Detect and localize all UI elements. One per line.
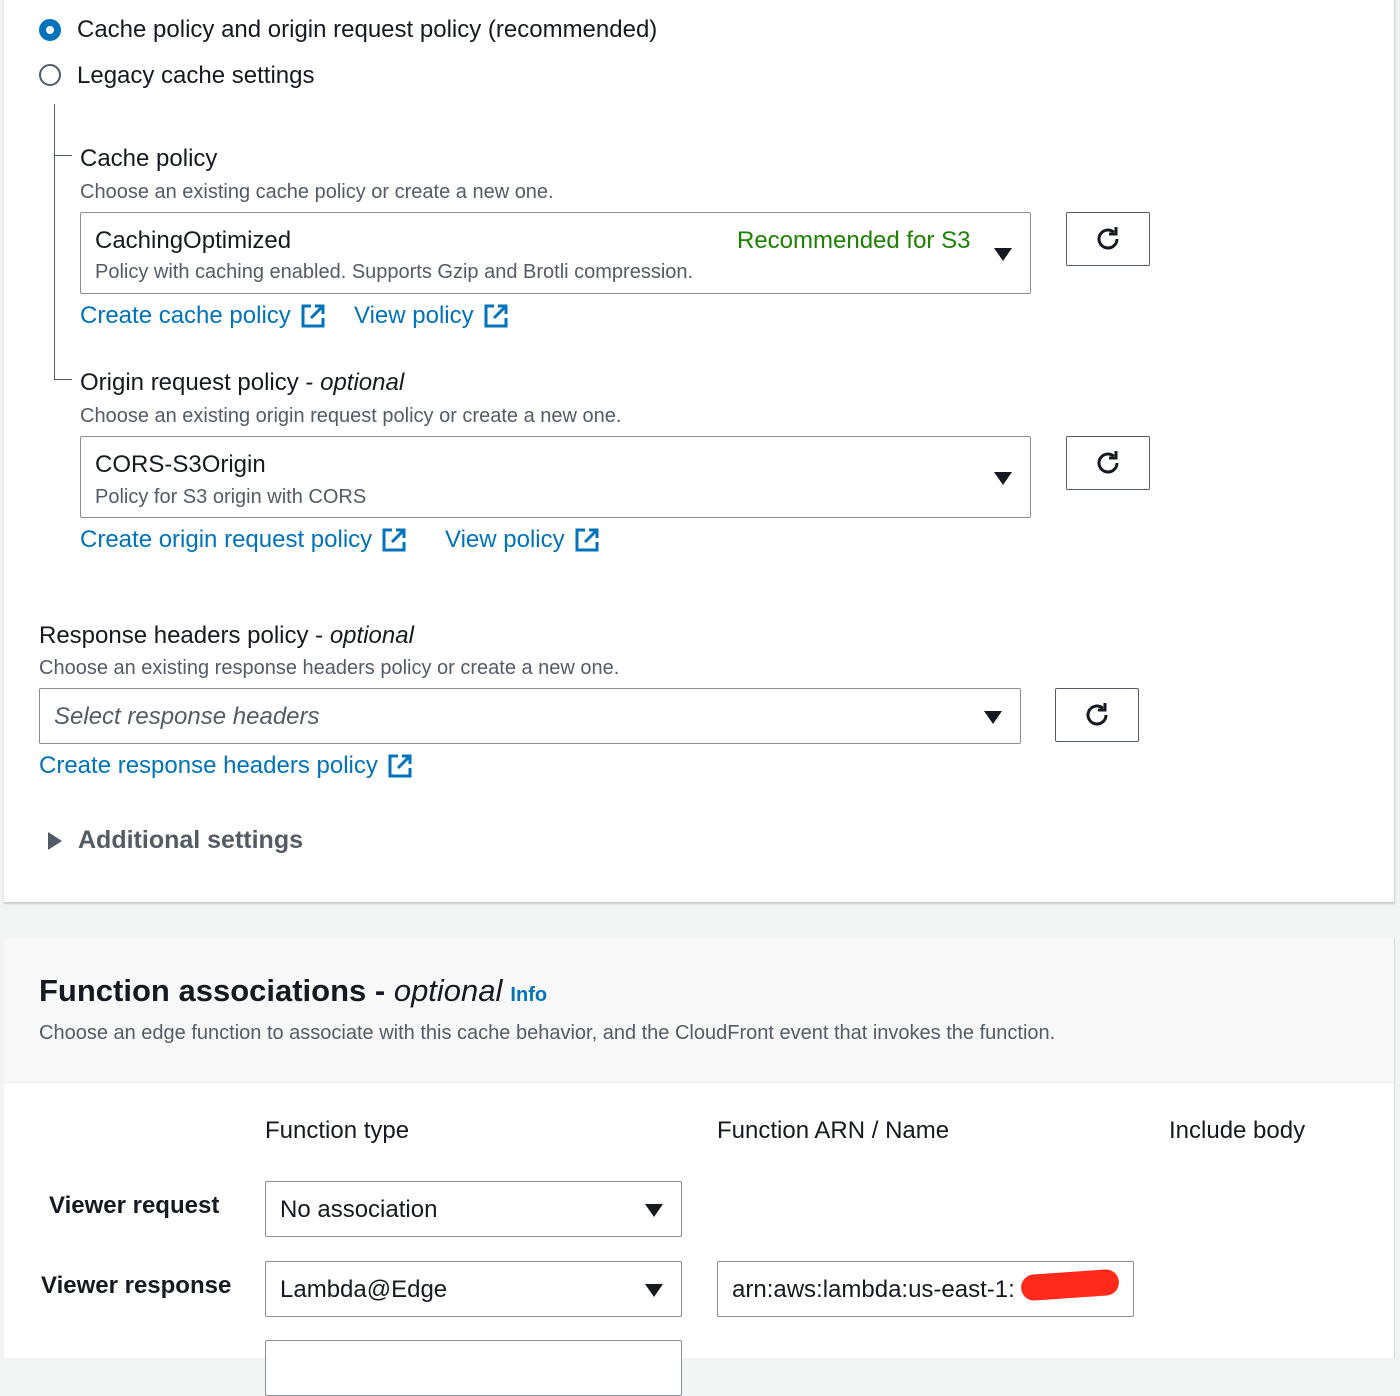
create-cache-policy-label[interactable]: Create cache policy	[80, 302, 291, 329]
viewer-response-function-type-select[interactable]	[265, 1261, 682, 1317]
cache-policy-select[interactable]	[80, 212, 1031, 294]
cache-policy-selected-value: CachingOptimized	[95, 227, 292, 254]
cache-settings-panel	[4, 0, 1395, 903]
view-origin-request-policy-label[interactable]: View policy	[445, 526, 565, 553]
next-row-function-type-select[interactable]	[265, 1340, 682, 1396]
caret-down-icon	[984, 711, 1002, 724]
column-header-function-arn: Function ARN / Name	[717, 1117, 950, 1144]
function-associations-panel	[4, 938, 1395, 1358]
refresh-icon	[1093, 448, 1123, 478]
radio-legacy-cache-settings[interactable]	[39, 64, 61, 86]
view-cache-policy-link[interactable]	[354, 302, 509, 330]
caret-down-icon	[645, 1204, 663, 1217]
response-headers-policy-select[interactable]	[39, 688, 1021, 744]
caret-right-icon	[48, 832, 62, 850]
viewer-response-function-arn-value: arn:aws:lambda:us-east-1:	[732, 1276, 1015, 1303]
view-cache-policy-label[interactable]: View policy	[354, 302, 474, 329]
tree-tick-cache	[54, 155, 72, 156]
viewer-request-function-type-value: No association	[280, 1196, 438, 1223]
viewer-request-function-type-select[interactable]	[265, 1181, 682, 1237]
external-link-icon	[300, 303, 326, 329]
external-link-icon	[574, 527, 600, 553]
radio-label-legacy[interactable]: Legacy cache settings	[77, 62, 315, 89]
origin-request-policy-select[interactable]	[80, 436, 1031, 518]
additional-settings-label[interactable]: Additional settings	[78, 826, 303, 854]
external-link-icon	[483, 303, 509, 329]
cache-policy-title: Cache policy	[80, 145, 218, 172]
cache-policy-description: Choose an existing cache policy or create a new one.	[80, 181, 554, 203]
refresh-icon	[1082, 700, 1112, 730]
redaction-mark	[1020, 1269, 1120, 1302]
external-link-icon	[381, 527, 407, 553]
create-response-headers-policy-label[interactable]: Create response headers policy	[39, 752, 378, 779]
refresh-icon	[1093, 224, 1123, 254]
origin-request-policy-description: Choose an existing origin request policy or create a new one.	[80, 405, 622, 427]
create-response-headers-policy-link[interactable]	[39, 752, 413, 780]
tree-line	[54, 104, 55, 380]
row-label-viewer-request: Viewer request	[49, 1192, 220, 1219]
additional-settings-expander[interactable]	[48, 826, 303, 855]
origin-request-policy-title: Origin request policy - optional	[80, 369, 405, 396]
cache-policy-selected-description: Policy with caching enabled. Supports Gzip and Brotli compression.	[95, 261, 694, 283]
response-headers-policy-title: Response headers policy - optional	[39, 622, 414, 649]
caret-down-icon	[994, 248, 1012, 261]
radio-cache-policy-recommended[interactable]	[39, 19, 61, 41]
refresh-cache-policy-button[interactable]	[1066, 212, 1150, 266]
info-link[interactable]: Info	[510, 984, 548, 1006]
response-headers-placeholder: Select response headers	[54, 703, 320, 730]
caret-down-icon	[645, 1284, 663, 1297]
refresh-response-headers-policy-button[interactable]	[1055, 688, 1139, 742]
external-link-icon	[387, 753, 413, 779]
function-associations-title-row	[39, 973, 547, 1009]
refresh-origin-request-policy-button[interactable]	[1066, 436, 1150, 490]
response-headers-policy-description: Choose an existing response headers policy or create a new one.	[39, 657, 620, 679]
function-associations-description: Choose an edge function to associate with this cache behavior, and the CloudFront event that invokes the function.	[39, 1022, 1056, 1044]
function-associations-header	[4, 938, 1394, 1083]
column-header-function-type: Function type	[265, 1117, 410, 1144]
viewer-response-function-type-value: Lambda@Edge	[280, 1276, 448, 1303]
viewer-response-function-arn-input[interactable]	[717, 1261, 1134, 1317]
radio-label-recommended[interactable]: Cache policy and origin request policy (recommended)	[77, 16, 658, 43]
recommended-tag: Recommended for S3	[737, 227, 971, 254]
row-label-viewer-response: Viewer response	[41, 1272, 232, 1299]
function-associations-title: Function associations - optional	[39, 973, 503, 1008]
create-origin-request-policy-label[interactable]: Create origin request policy	[80, 526, 373, 553]
origin-request-policy-selected-description: Policy for S3 origin with CORS	[95, 486, 367, 508]
column-header-include-body: Include body	[1169, 1117, 1306, 1144]
create-cache-policy-link[interactable]	[80, 302, 326, 330]
tree-tick-origin	[54, 379, 72, 380]
create-origin-request-policy-link[interactable]	[80, 526, 407, 554]
origin-request-policy-selected-value: CORS-S3Origin	[95, 451, 266, 478]
view-origin-request-policy-link[interactable]	[445, 526, 600, 554]
caret-down-icon	[994, 472, 1012, 485]
